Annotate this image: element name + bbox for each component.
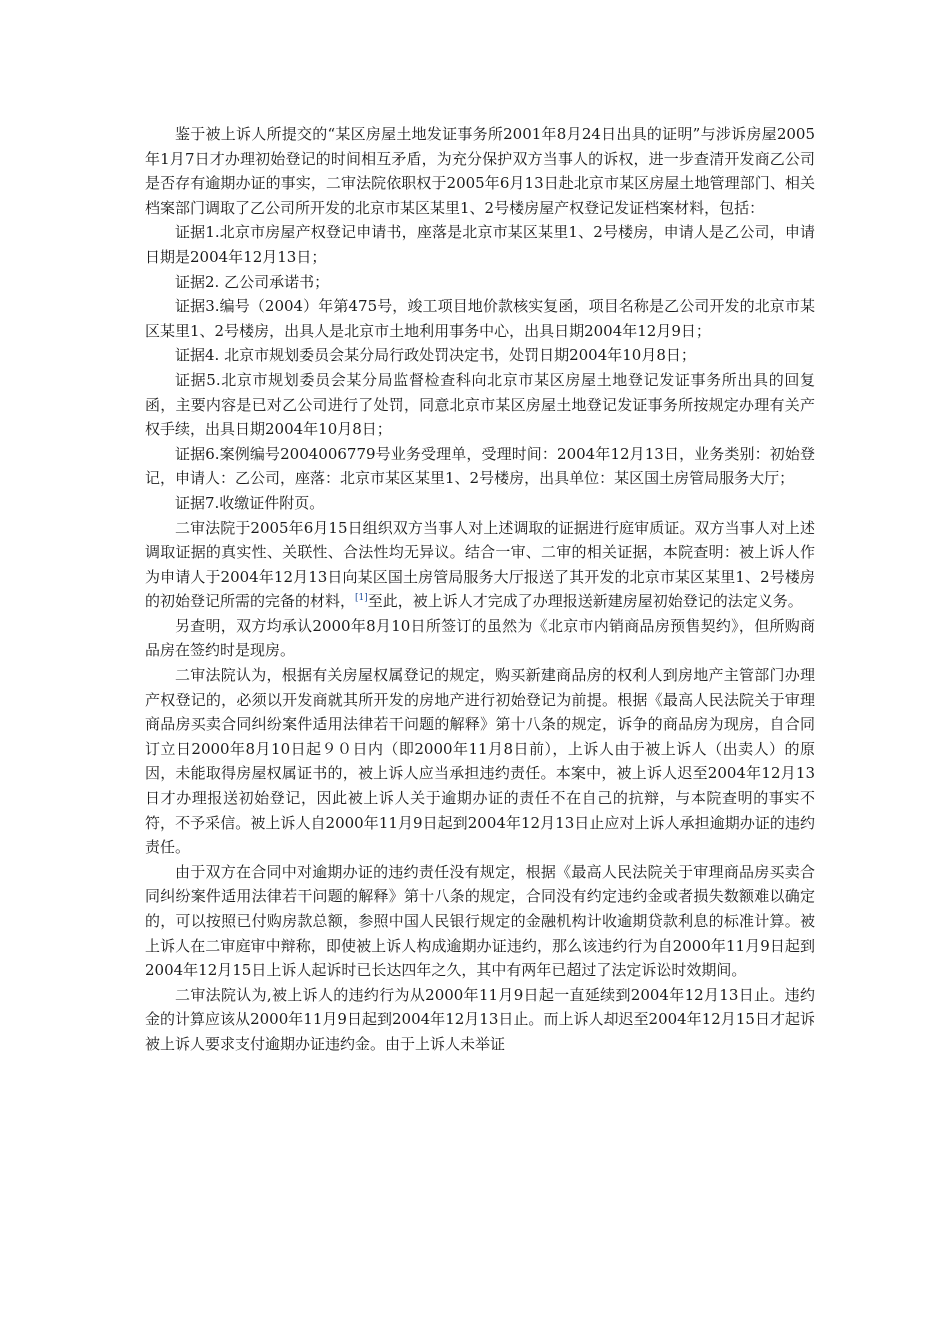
paragraph-finding [145,516,815,614]
evidence-7: 证据7.收缴证件附页。 [175,493,325,512]
finding-text-after: 至此，被上诉人才完成了办理报送新建房屋初始登记的法定义务。 [367,592,803,611]
evidence-6: 证据6.案例编号2004006779号业务受理单，受理时间：2004年12月13日，业务类别：初始登记，申请人：乙公司，座落：北京市某区某里1、2号楼房，出具单位：某区国土房管局服务大厅； [145,444,815,488]
finding-text-before: 二审法院于2005年6月15日组织双方当事人对上述调取的证据进行庭审质证。双方当事人对上述调取证据的真实性、关联性、合法性均无异议。结合一审、二审的相关证据，本院查明：被上诉人作为申请人于2004年12月13日向某区国土房管局服务大厅报送了其开发的北京市某区某里1、2号楼房的初始登记所需的完备的材料， [145,518,815,611]
evidence-3: 证据3.编号（2004）年第475号，竣工项目地价款核实复函，项目名称是乙公司开发的北京市某区某里1、2号楼房，出具人是北京市土地利用事务中心，出具日期2004年12月9日； [145,297,815,340]
paragraph-court-opinion-1: 二审法院认为，根据有关房屋权属登记的规定，购买新建商品房的权利人到房地产主管部门办理产权登记的，必须以开发商就其所开发的房地产进行初始登记为前提。根据《最高人民法院关于审理商品房买卖合同纠纷案件适用法律若干问题的解释》第十八条的规定，诉争的商品房为现房，自合同订立日2000年8月10日起９０日内（即2000年11月8日前），上诉人由于被上诉人（出卖人）的原因，未能取得房屋权属证书的，被上诉人应当承担违约责任。本案中，被上诉人迟至2004年12月13日才办理报送初始登记，因此被上诉人关于逾期办证的责任不在自己的抗辩，与本院查明的事实不符，不予采信。被上诉人自2000年11月9日起到2004年12月13日止应对上诉人承担逾期办证的违约责任。 [145,666,815,857]
paragraph-liability: 由于双方在合同中对逾期办证的违约责任没有规定，根据《最高人民法院关于审理商品房买卖合同纠纷案件适用法律若干问题的解释》第十八条的规定，合同没有约定违约金或者损失数额难以确定的，可以按照已付购房款总额，参照中国人民银行规定的金融机构计收逾期贷款利息的标准计算。被上诉人在二审庭审中辩称，即使被上诉人构成逾期办证违约，那么该违约行为自2000年11月9日起到2004年12月15日上诉人起诉时已长达四年之久，其中有两年已超过了法定诉讼时效期间。 [145,862,815,980]
document-body [145,122,815,1057]
paragraph-further-finding: 另查明，双方均承认2000年8月10日所签订的虽然为《北京市内销商品房预售契约》，但所购商品房在签约时是现房。 [145,616,815,660]
evidence-5: 证据5.北京市规划委员会某分局监督检查科向北京市某区房屋土地登记发证事务所出具的回复函，主要内容是已对乙公司进行了处罚，同意北京市某区房屋土地登记发证事务所按规定办理有关产权手续，出具日期2004年10月8日； [145,370,815,439]
paragraph-court-opinion-2: 二审法院认为,被上诉人的违约行为从2000年11月9日起一直延续到2004年12月13日止。违约金的计算应该从2000年11月9日起到2004年12月13日止。而上诉人却迟至2004年12月15日才起诉被上诉人要求支付逾期办证违约金。由于上诉人未举证 [145,985,815,1053]
footnote-link[interactable]: [1] [355,593,368,604]
evidence-2: 证据2. 乙公司承诺书； [175,272,330,291]
evidence-4: 证据4. 北京市规划委员会某分局行政处罚决定书，处罚日期2004年10月8日； [175,346,696,365]
evidence-1: 证据1.北京市房屋产权登记申请书，座落是北京市某区某里1、2号楼房，申请人是乙公司，申请日期是2004年12月13日； [145,223,815,266]
paragraph-intro: 鉴于被上诉人所提交的“某区房屋土地发证事务所2001年8月24日出具的证明”与涉诉房屋2005年1月7日才办理初始登记的时间相互矛盾，为充分保护双方当事人的诉权，进一步查清开发商乙公司是否存有逾期办证的事实，二审法院依职权于2005年6月13日赴北京市某区房屋土地管理部门、相关档案部门调取了乙公司所开发的北京市某区某里1、2号楼房屋产权登记发证档案材料，包括： [145,125,815,217]
